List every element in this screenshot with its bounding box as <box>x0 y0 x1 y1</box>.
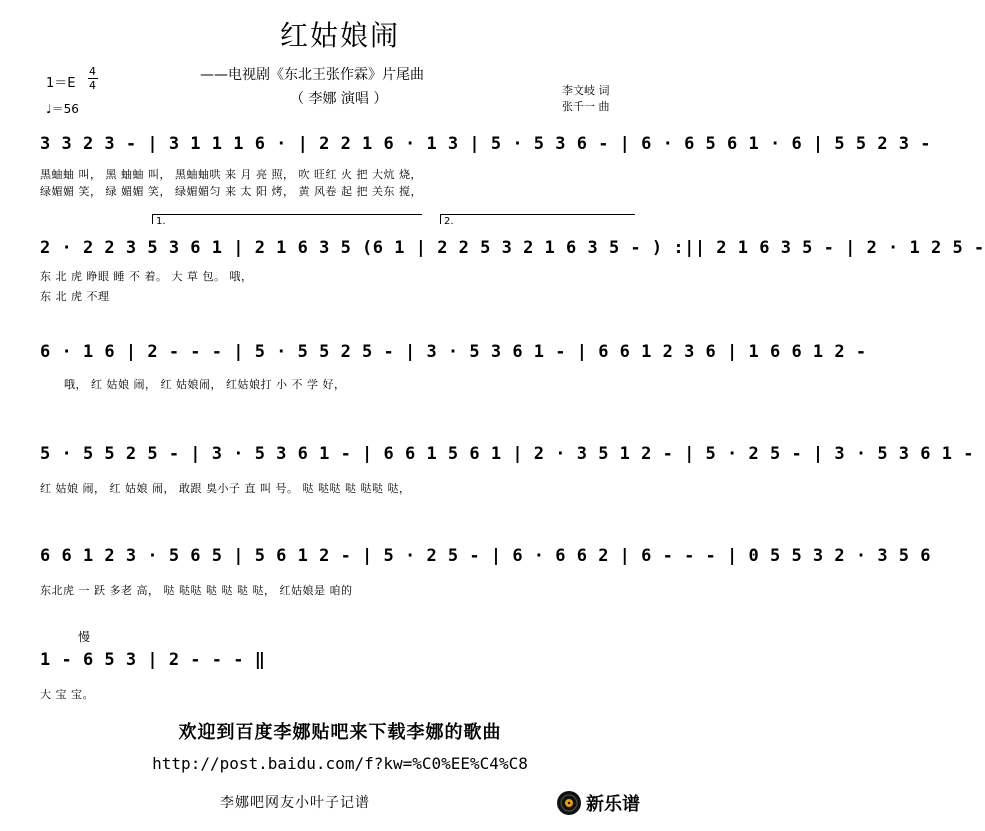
lyrics-line-2b: 东 北 虎 不理 <box>40 290 110 303</box>
volta-label-2: 2. <box>444 216 454 227</box>
volta-bracket-1 <box>152 214 422 215</box>
volta-bracket-1-end <box>152 214 153 224</box>
song-subtitle: ——电视剧《东北王张作霖》片尾曲 <box>200 67 424 83</box>
quarter-note-icon: ♩ <box>46 102 52 116</box>
download-url[interactable]: http://post.baidu.com/f?kw=%C0%EE%C4%C8 <box>152 754 528 773</box>
score-line-3: 6 · 1 6 | 2 - - - | 5 · 5 5 2 5 - | 3 · 5 3 6 1 - | 6 6 1 2 3 6 | 1 6 6 1 2 - <box>40 342 867 362</box>
lyrics-line-2a: 东 北 虎 睁眼 睡 不 着。 大 草 包。 哦， <box>40 270 253 283</box>
logo-text: 新乐谱 <box>586 794 640 815</box>
key-signature: 1＝E <box>46 76 76 91</box>
performer-credit: （ 李娜 演唱 ） <box>290 91 388 107</box>
lyrics-line-6: 大 宝 宝。 <box>40 688 94 701</box>
song-title: 红姑娘闹 <box>279 19 400 52</box>
score-line-5: 6 6 1 2 3 · 5 6 5 | 5 6 1 2 - | 5 · 2 5 - | 6 · 6 6 2 | 6 - - - | 0 5 5 3 2 · 3 5 6 <box>40 546 931 566</box>
volta-label-1: 1. <box>156 216 166 227</box>
tempo-mark: ♩＝56 <box>46 102 79 116</box>
volta-bracket-2-end <box>440 214 441 224</box>
score-line-4: 5 · 5 5 2 5 - | 3 · 5 3 6 1 - | 6 6 1 5 6 1 | 2 · 3 5 1 2 - | 5 · 2 5 - | 3 · 5 3 6 1 - <box>40 444 974 464</box>
vinyl-record-icon <box>556 790 582 816</box>
lyrics-line-4: 红 姑娘 闹， 红 姑娘 闹， 敢跟 臭小子 直 叫 号。 哒 哒哒 哒 哒哒 哒， <box>40 482 411 495</box>
download-banner: 欢迎到百度李娜贴吧来下载李娜的歌曲 <box>178 722 502 743</box>
time-signature-bottom: 4 <box>89 79 96 92</box>
lyrics-line-1b: 绿媚媚 笑， 绿 媚媚 笑， 绿媚媚匀 来 太 阳 烤， 黄 风卷 起 把 关东 搅， <box>40 185 422 198</box>
lyrics-line-5: 东北虎 一 跃 多老 高， 哒 哒哒 哒 哒 哒 哒， 红姑娘是 咱的 <box>40 584 353 597</box>
tempo-slow-mark: 慢 <box>78 630 91 644</box>
lyrics-line-3: 哦， 红 姑娘 闹， 红 姑娘闹， 红姑娘打 小 不 学 好， <box>64 378 346 391</box>
transcriber-credit: 李娜吧网友小叶子记谱 <box>220 795 370 811</box>
score-line-1: 3 3 2 3 - | 3 1 1 1 6 · | 2 2 1 6 · 1 3 | 5 · 5 3 6 - | 6 · 6 5 6 1 · 6 | 5 5 2 3 - <box>40 134 931 154</box>
lyrics-line-1a: 黑蚰蚰 叫， 黑 蚰蚰 叫， 黑蚰蚰哄 来 月 亮 照， 吹 旺红 火 把 大炕 烧， <box>40 168 422 181</box>
time-signature-top: 4 <box>89 65 96 78</box>
site-logo <box>556 790 640 816</box>
composer-credit: 张千一 曲 <box>562 100 610 113</box>
score-line-6: 1 - 6 5 3 | 2 - - - ‖ <box>40 650 266 670</box>
volta-bracket-2 <box>440 214 635 215</box>
lyricist-credit: 李文岐 词 <box>562 84 610 97</box>
score-line-2: 2 · 2 2 3 5 3 6 1 | 2 1 6 3 5 (6 1 | 2 2 5 3 2 1 6 3 5 - ) :|| 2 1 6 3 5 - | 2 · 1 2 5 - <box>40 238 985 258</box>
